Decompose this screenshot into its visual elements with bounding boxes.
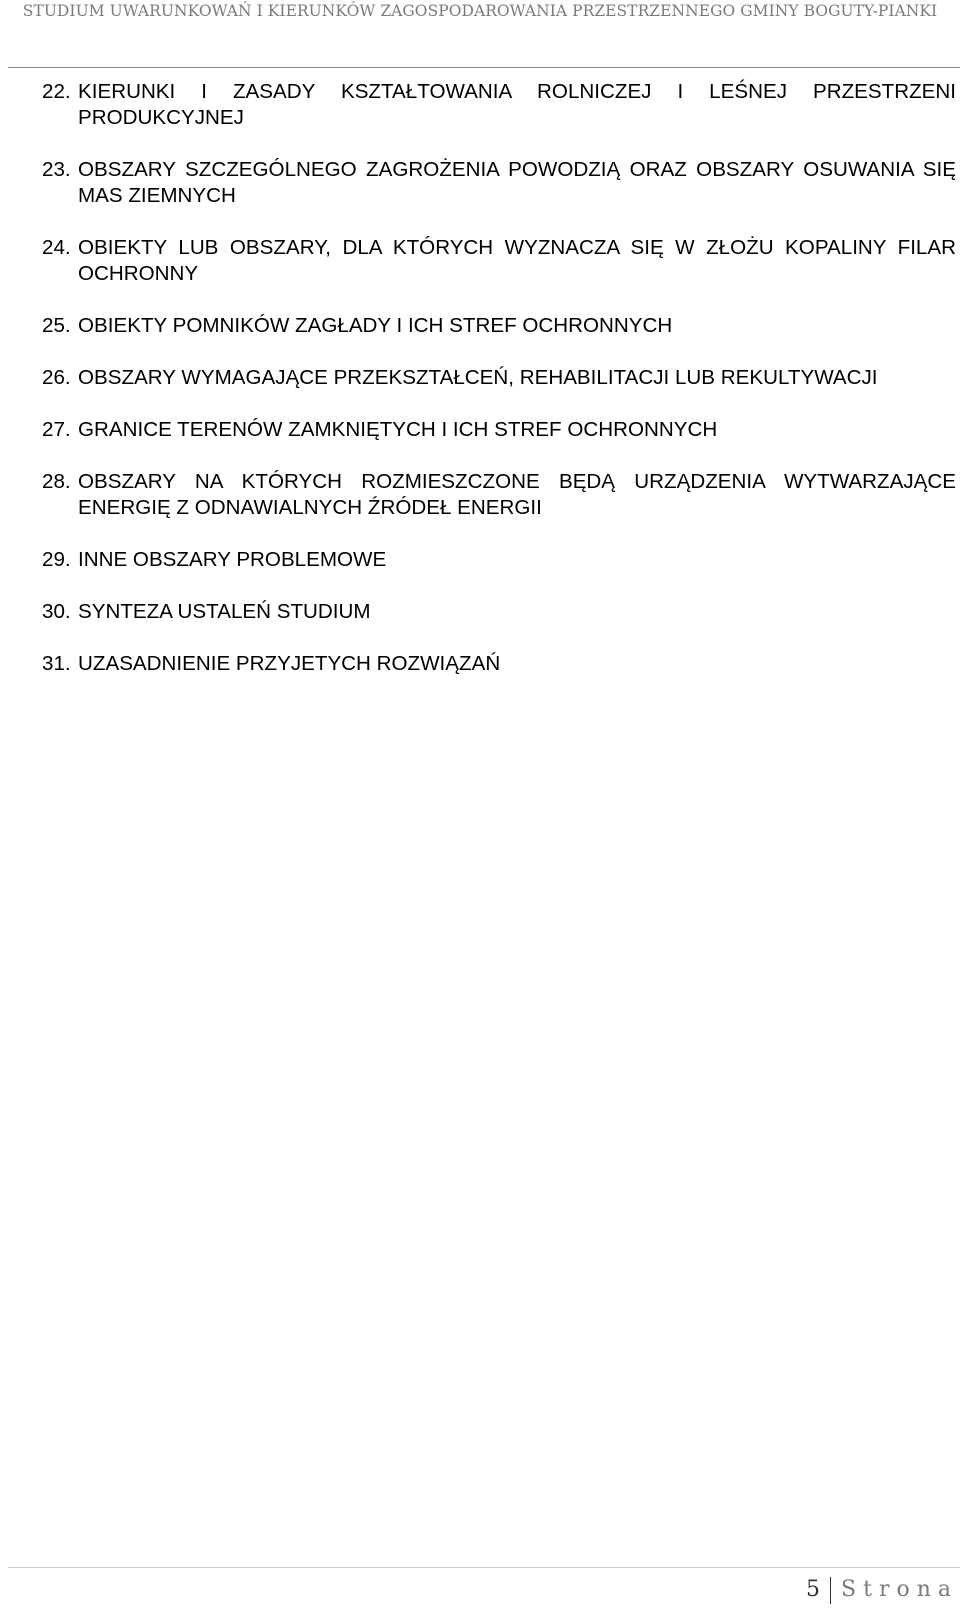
toc-item-22 [42, 79, 956, 131]
toc-item-26 [42, 365, 956, 391]
toc-item-30 [42, 599, 956, 625]
toc-item-title: OBSZARY NA KTÓRYCH ROZMIESZCZONE BĘDĄ URZĄDZENIA WYTWARZAJĄCE ENERGIĘ Z ODNAWIALNYCH ŹRÓDEŁ ENERGII [78, 470, 956, 519]
page-number: 5 [806, 1577, 821, 1602]
toc-item-title: KIERUNKI I ZASADY KSZTAŁTOWANIA ROLNICZEJ I LEŚNEJ PRZESTRZENI PRODUKCYJNEJ [78, 80, 956, 129]
toc-item-title: OBIEKTY LUB OBSZARY, DLA KTÓRYCH WYZNACZA SIĘ W ZŁOŻU KOPALINY FILAR OCHRONNY [78, 236, 956, 285]
toc-item-number: 31. [42, 652, 71, 675]
footer-separator [830, 1577, 831, 1604]
toc-item-number: 26. [42, 366, 71, 389]
toc-item-title: UZASADNIENIE PRZYJETYCH ROZWIĄZAŃ [78, 652, 501, 675]
toc-item-number: 25. [42, 314, 71, 337]
toc-item-28 [42, 469, 956, 521]
toc-item-31 [42, 651, 956, 677]
toc-item-23 [42, 157, 956, 209]
toc-item-27 [42, 417, 956, 443]
toc-item-title: OBSZARY WYMAGAJĄCE PRZEKSZTAŁCEŃ, REHABILITACJI LUB REKULTYWACJI [78, 366, 878, 389]
toc-item-29 [42, 547, 956, 573]
toc-item-title: GRANICE TERENÓW ZAMKNIĘTYCH I ICH STREF OCHRONNYCH [78, 418, 718, 441]
toc-item-title: OBIEKTY POMNIKÓW ZAGŁADY I ICH STREF OCHRONNYCH [78, 314, 673, 337]
toc-item-number: 28. [42, 470, 71, 493]
page-footer [806, 1575, 958, 1605]
toc-item-number: 24. [42, 236, 71, 259]
page-label: Strona [841, 1577, 958, 1602]
toc-item-number: 23. [42, 158, 71, 181]
running-header: STUDIUM UWARUNKOWAŃ I KIERUNKÓW ZAGOSPODAROWANIA PRZESTRZENNEGO GMINY BOGUTY-PIANKI [22, 2, 938, 20]
toc-item-number: 22. [42, 80, 71, 103]
toc-item-title: INNE OBSZARY PROBLEMOWE [78, 548, 387, 571]
header-divider [8, 67, 960, 68]
toc-item-title: OBSZARY SZCZEGÓLNEGO ZAGROŻENIA POWODZIĄ ORAZ OBSZARY OSUWANIA SIĘ MAS ZIEMNYCH [78, 158, 956, 207]
toc-item-25 [42, 313, 956, 339]
toc-item-title: SYNTEZA USTALEŃ STUDIUM [78, 600, 371, 623]
table-of-contents [42, 79, 956, 703]
toc-item-number: 30. [42, 600, 71, 623]
toc-item-24 [42, 235, 956, 287]
footer-divider [8, 1567, 960, 1568]
toc-item-number: 27. [42, 418, 71, 441]
toc-item-number: 29. [42, 548, 71, 571]
